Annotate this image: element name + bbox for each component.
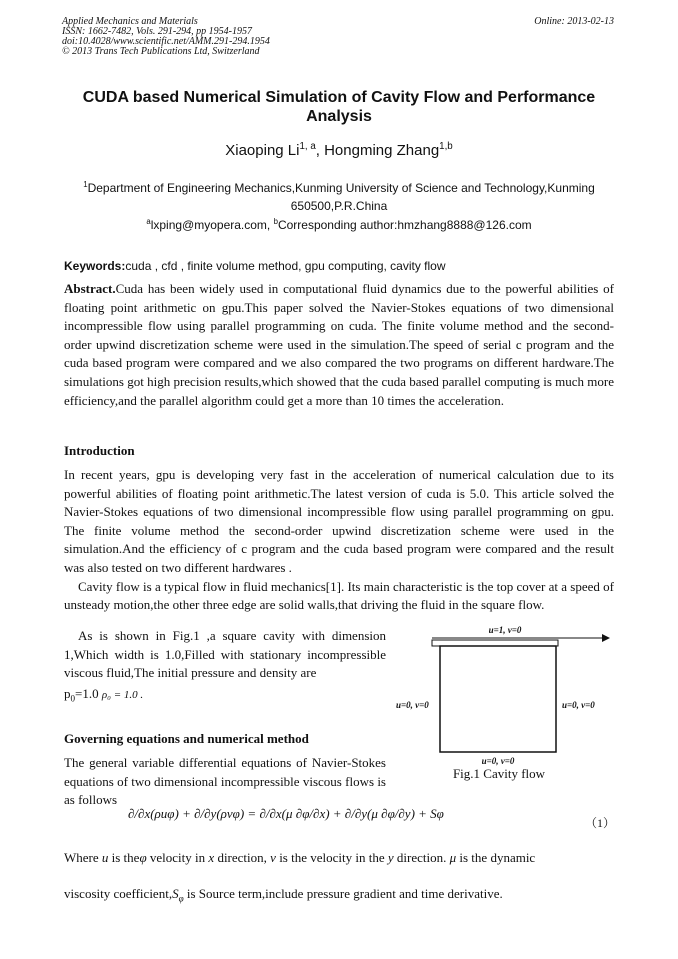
governing-heading: Governing equations and numerical method: [64, 731, 309, 746]
affiliation-marker: 1: [83, 180, 88, 189]
abstract: [64, 280, 614, 410]
initial-pressure-sub: 0: [70, 693, 76, 704]
where-text-7: is the dynamic: [456, 850, 536, 865]
governing-paragraph: The general variable differential equations of Navier-Stokes equations of two dimensional incompressible viscous flows is as follows: [64, 755, 386, 808]
cavity-walls: [440, 646, 556, 752]
intro-paragraph-1: In recent years, gpu is developing very fast in the acceleration of numerical calculation due to its powerful abilities of floating point arithmetic.The latest version of cuda is 5.0. This article solved the Navier-Stokes equations of two dimensional incompressible flow using parallel programming on gpu. The finite volume method the second-order upwind discretization scheme were used in the simulation.And the efficiency of c program and the cuda based program were compared and the result was also tested on two different hardwares .: [64, 467, 614, 575]
author-2-affil: 1,b: [439, 141, 453, 152]
keywords-label: Keywords:: [64, 259, 126, 273]
initial-pressure-symbol: p: [64, 685, 71, 701]
symbol-s: S: [172, 886, 179, 901]
figure-top-label: u=1, v=0: [488, 625, 522, 635]
equation-1: ∂/∂x(ρuφ) + ∂/∂y(ρvφ) = ∂/∂x(μ ∂φ/∂x) + ∂/∂y(μ ∂φ/∂y) + Sφ: [128, 806, 444, 821]
equation-number: （1）: [585, 816, 616, 830]
issn-line: ISSN: 1662-7482, Vols. 291-294, pp 1954-1957: [62, 26, 252, 37]
symbol-phi: φ: [139, 850, 147, 865]
author-2: Hongming Zhang: [324, 142, 440, 159]
symbol-s-sub: φ: [178, 893, 184, 904]
online-date: Online: 2013-02-13: [534, 16, 614, 27]
figure-left-label: u=0, v=0: [396, 700, 429, 710]
author-separator: ,: [315, 142, 325, 159]
affiliation-line-2: 650500,P.R.China: [290, 199, 388, 213]
figure-right-label: u=0, v=0: [562, 700, 595, 710]
where-text-8: viscosity coefficient,: [64, 886, 173, 901]
symbol-v: v: [270, 850, 276, 865]
initial-density: ρ₀ = 1.0 .: [101, 688, 144, 701]
email-marker-b: b: [273, 217, 278, 226]
title-line-1: CUDA based Numerical Simulation of Cavity Flow and Performance: [82, 89, 596, 106]
symbol-y: y: [387, 850, 394, 865]
where-text-5: is the velocity in the: [275, 850, 388, 865]
author-list: [64, 141, 614, 159]
journal-header: [62, 17, 482, 57]
keywords-text: cuda , cfd , finite volume method, gpu computing, cavity flow: [125, 259, 446, 273]
initial-pressure-value: =1.0: [75, 685, 99, 701]
author-1: Xiaoping Li: [225, 142, 300, 159]
symbol-mu: μ: [449, 850, 457, 865]
figure-caption: Fig.1 Cavity flow: [452, 766, 546, 781]
where-line-1: [64, 850, 614, 866]
doi-line: doi:10.4028/www.scientific.net/AMM.291-294.1954: [62, 36, 270, 47]
email-2: Corresponding author:hmzhang8888@126.com: [277, 218, 532, 232]
where-text-1: Where: [64, 850, 102, 865]
affiliation: [64, 176, 614, 215]
abstract-text: Cuda has been widely used in computational fluid dynamics due to the powerful abilities of floating point arithmetic on gpu.This paper solved the Navier-Stokes equations of two dimensional incompressible flow using parallel programming on cuda. The finite volume method and the second-order upwind discretization scheme were used in the simulation.The speed of serial c program and the cuda based program were compared and we also compared the two programs on different hardware.The simulations got high precision results,which showed that the cuda based parallel computing is much more efficiency,and the parallel algorithm could get a more than 10 times the acceleration.: [64, 281, 614, 408]
journal-name: Applied Mechanics and Materials: [62, 16, 198, 27]
email-marker-a: a: [146, 217, 151, 226]
keywords: [64, 259, 614, 273]
affiliation-line-1: Department of Engineering Mechanics,Kunming University of Science and Technology,Kunming: [87, 181, 595, 195]
symbol-u: u: [101, 850, 109, 865]
abstract-label: Abstract.: [64, 281, 116, 296]
lid-arrow-head: [602, 634, 610, 642]
where-line-2: [64, 886, 614, 904]
where-text-6: direction.: [393, 850, 450, 865]
email-1: lxping@myopera.com,: [150, 218, 274, 232]
intro-paragraph-3-block: [64, 627, 386, 708]
copyright-line: © 2013 Trans Tech Publications Ltd, Switzerland: [62, 46, 260, 57]
email-line: [64, 217, 614, 232]
where-text-3: velocity in: [146, 850, 209, 865]
moving-lid: [432, 640, 558, 646]
paper-title: [70, 88, 608, 126]
cavity-flow-figure: [392, 620, 614, 770]
author-1-affil: 1, a: [299, 141, 316, 152]
intro-paragraph-3: As is shown in Fig.1 ,a square cavity with dimension 1,Which width is 1.0,Filled with stationary incompressible viscous fluid,The initial pressure and density are: [64, 628, 386, 681]
intro-heading: Introduction: [64, 443, 135, 458]
title-line-2: Analysis: [306, 108, 372, 125]
where-text-9: is Source term,include pressure gradient and time derivative.: [183, 886, 503, 901]
where-text-4: direction,: [214, 850, 271, 865]
where-text-2: is the: [108, 850, 140, 865]
intro-section: [64, 466, 614, 615]
figure-bottom-label: u=0, v=0: [481, 756, 515, 766]
intro-paragraph-2: Cavity flow is a typical flow in fluid mechanics[1]. Its main characteristic is the top cover at a speed of unsteady motion,the other three edge are solid walls,that driving the fluid in the square flow.: [64, 578, 614, 613]
symbol-x: x: [208, 850, 215, 865]
